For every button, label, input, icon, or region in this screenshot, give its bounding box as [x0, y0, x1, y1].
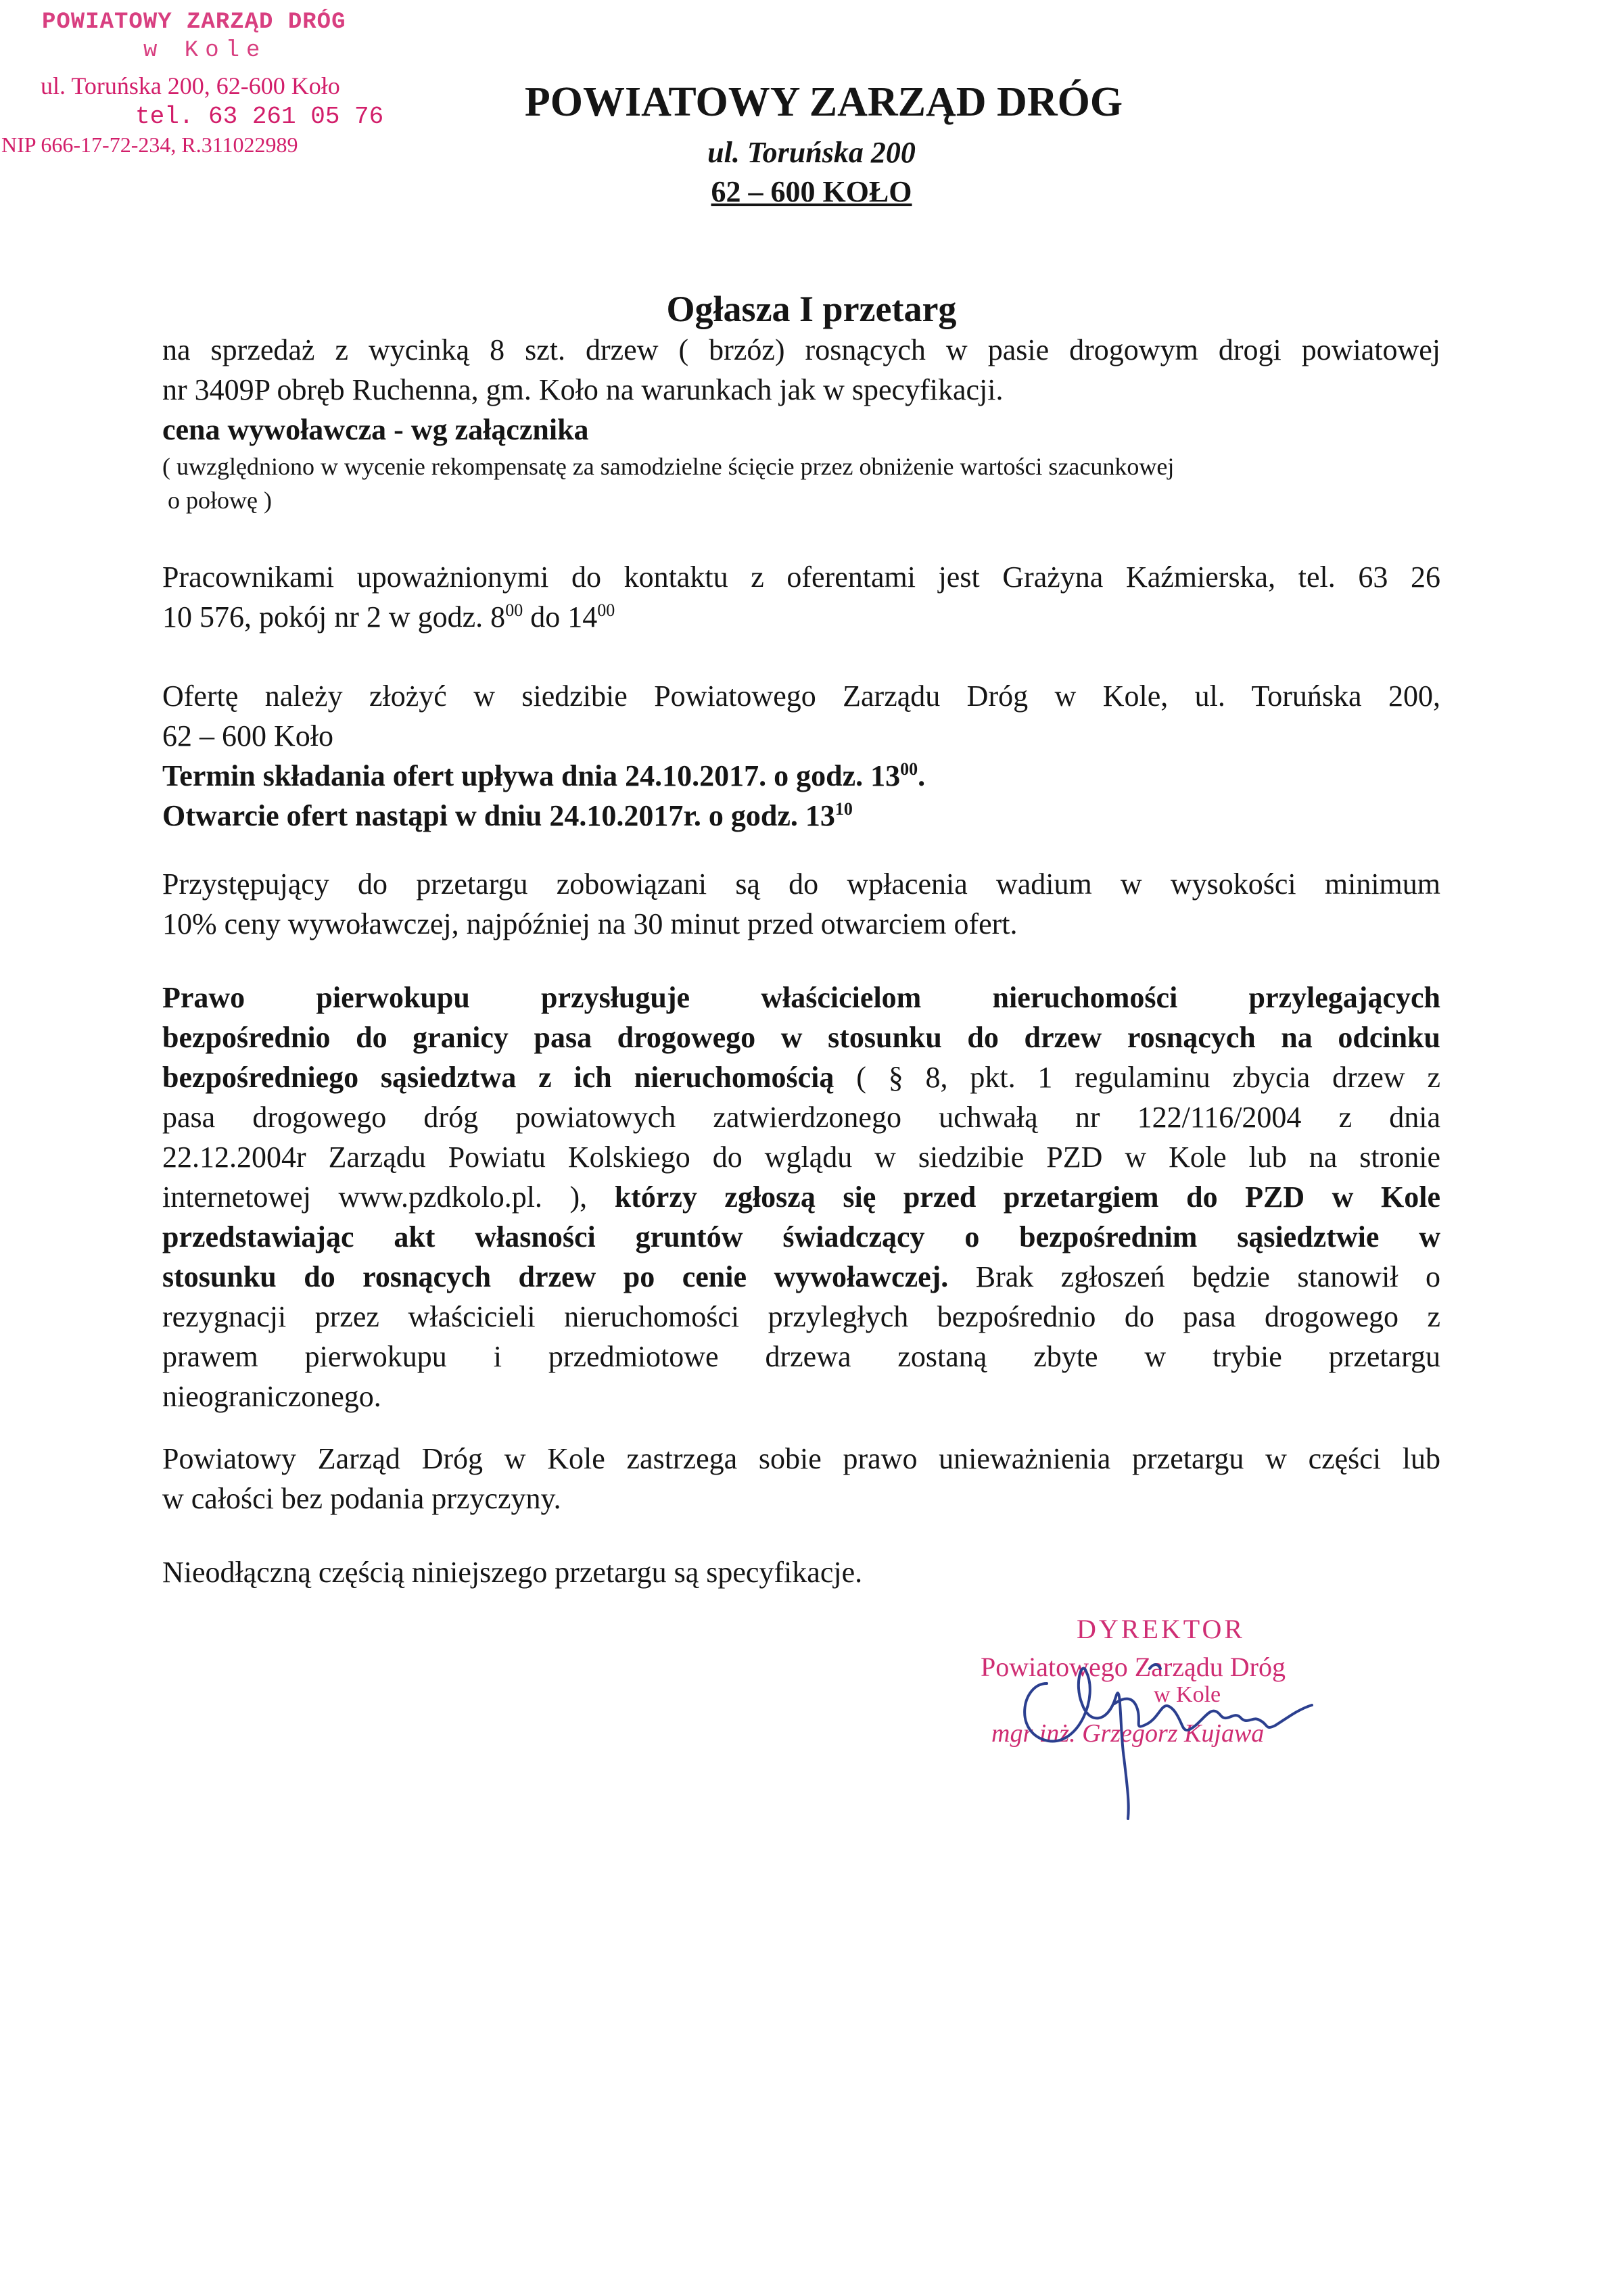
- contact-line: [162, 597, 1440, 637]
- signature-org: Powiatowego Zarządu Dróg: [981, 1652, 1286, 1682]
- closing-section: [162, 1552, 1440, 1592]
- header-city: 62 – 600 KOŁO: [711, 175, 912, 208]
- preemption-line: pasa drogowego dróg powiatowych zatwierdzonego uchwałą nr 122/116/2004 z dnia: [162, 1101, 1440, 1134]
- opening-line: [162, 796, 1440, 836]
- stamp-line-phone: tel. 63 261 05 76: [135, 103, 384, 130]
- deadline-line: [162, 756, 1440, 796]
- deposit-line: Przystępujący do przetargu zobowiązani są do wpłacenia wadium w wysokości minimum: [162, 867, 1440, 901]
- contact-hours-to: do 14: [523, 600, 598, 633]
- header-title: POWIATOWY ZARZĄD DRÓG: [524, 79, 1123, 125]
- preemption-bold: którzy zgłoszą się przed przetargiem do PZD w Kole: [614, 1180, 1440, 1214]
- price-line: cena wywoławcza - wg załącznika: [162, 413, 589, 446]
- preemption-line: [162, 1057, 1440, 1097]
- announcement-line: na sprzedaż z wycinką 8 szt. drzew ( brzóz) rosnących w pasie drogowym drogi powiatowej: [162, 333, 1440, 366]
- preemption-text: ( § 8, pkt. 1 regulaminu zbycia drzew z: [834, 1061, 1440, 1094]
- stamp-line-address: ul. Toruńska 200, 62-600 Koło: [41, 72, 340, 99]
- preemption-line: 22.12.2004r Zarządu Powiatu Kolskiego do wglądu w siedzibie PZD w Kole lub na stronie: [162, 1141, 1440, 1174]
- stamp-line-nip: NIP 666-17-72-234, R.311022989: [1, 133, 298, 157]
- preemption-line: rezygnacji przez właścicieli nieruchomości przyległych bezpośrednio do pasa drogowego z: [162, 1300, 1440, 1333]
- preemption-text: internetowej www.pzdkolo.pl. ),: [162, 1180, 615, 1214]
- preemption-text: Brak zgłoszeń będzie stanowił o: [948, 1260, 1440, 1293]
- preemption-line: prawem pierwokupu i przedmiotowe drzewa zostaną zbyte w trybie przetargu: [162, 1340, 1440, 1373]
- hour-superscript: 00: [597, 600, 615, 620]
- signature-place: w Kole: [1154, 1682, 1221, 1707]
- stamp-line-place: w Kole: [143, 38, 267, 64]
- reservation-line: w całości bez podania przyczyny.: [162, 1482, 561, 1515]
- deposit-line: 10% ceny wywoławczej, najpóźniej na 30 minut przed otwarciem ofert.: [162, 907, 1018, 940]
- announcement-heading: Ogłasza I przetarg: [666, 289, 957, 329]
- preemption-line: bezpośrednio do granicy pasa drogowego w stosunku do drzew rosnących na odcinku: [162, 1021, 1440, 1054]
- price-note: ( uwzględniono w wycenie rekompensatę za samodzielne ścięcie przez obniżenie wartości szacunkowej: [162, 453, 1175, 480]
- preemption-section: [162, 978, 1440, 1416]
- stamp-line-name: POWIATOWY ZARZĄD DRÓG: [42, 9, 346, 35]
- reservation-section: [162, 1439, 1440, 1518]
- closing-line: Nieodłączną częścią niniejszego przetargu są specyfikacje.: [162, 1556, 863, 1589]
- offer-line: Ofertę należy złożyć w siedzibie Powiatowego Zarządu Dróg w Kole, ul. Toruńska 200,: [162, 679, 1440, 713]
- offer-line: 62 – 600 Koło: [162, 719, 333, 752]
- preemption-bold: bezpośredniego sąsiedztwa z ich nieruchomością: [162, 1061, 834, 1094]
- deadline-period: .: [918, 759, 926, 792]
- contact-section: [162, 557, 1440, 637]
- signature-name: mgr inż. Grzegorz Kujawa: [991, 1719, 1265, 1748]
- announcement-line: nr 3409P obręb Ruchenna, gm. Koło na warunkach jak w specyfikacji.: [162, 373, 1004, 406]
- hour-superscript: 00: [900, 759, 918, 779]
- hour-superscript: 00: [505, 600, 523, 620]
- preemption-line: [162, 1257, 1440, 1297]
- hour-superscript: 10: [834, 799, 853, 819]
- preemption-line: nieograniczonego.: [162, 1380, 381, 1413]
- deposit-section: [162, 864, 1440, 944]
- offer-section: [162, 676, 1440, 836]
- reservation-line: Powiatowy Zarząd Dróg w Kole zastrzega sobie prawo unieważnienia przetargu w części lub: [162, 1442, 1440, 1475]
- announcement-section: [162, 330, 1440, 517]
- signature-block: [947, 1596, 1461, 1825]
- handwritten-signature: [947, 1596, 1461, 1825]
- price-note: o połowę ): [168, 487, 272, 514]
- contact-hours-from: 10 576, pokój nr 2 w godz. 8: [162, 600, 506, 633]
- deadline-text: Termin składania ofert upływa dnia 24.10.2017. o godz. 13: [162, 759, 901, 792]
- preemption-line: Prawo pierwokupu przysługuje właścicielom nieruchomości przylegających: [162, 981, 1440, 1014]
- preemption-bold: stosunku do rosnących drzew po cenie wywoławczej.: [162, 1260, 949, 1293]
- preemption-line: [162, 1177, 1440, 1217]
- contact-line: Pracownikami upoważnionymi do kontaktu z oferentami jest Grażyna Kaźmierska, tel. 63 26: [162, 560, 1440, 594]
- header-street: ul. Toruńska 200: [707, 136, 916, 169]
- signature-title: DYREKTOR: [1077, 1614, 1246, 1644]
- preemption-line: przedstawiając akt własności gruntów świadczący o bezpośrednim sąsiedztwie w: [162, 1220, 1440, 1253]
- opening-text: Otwarcie ofert nastąpi w dniu 24.10.2017r. o godz. 13: [162, 799, 835, 832]
